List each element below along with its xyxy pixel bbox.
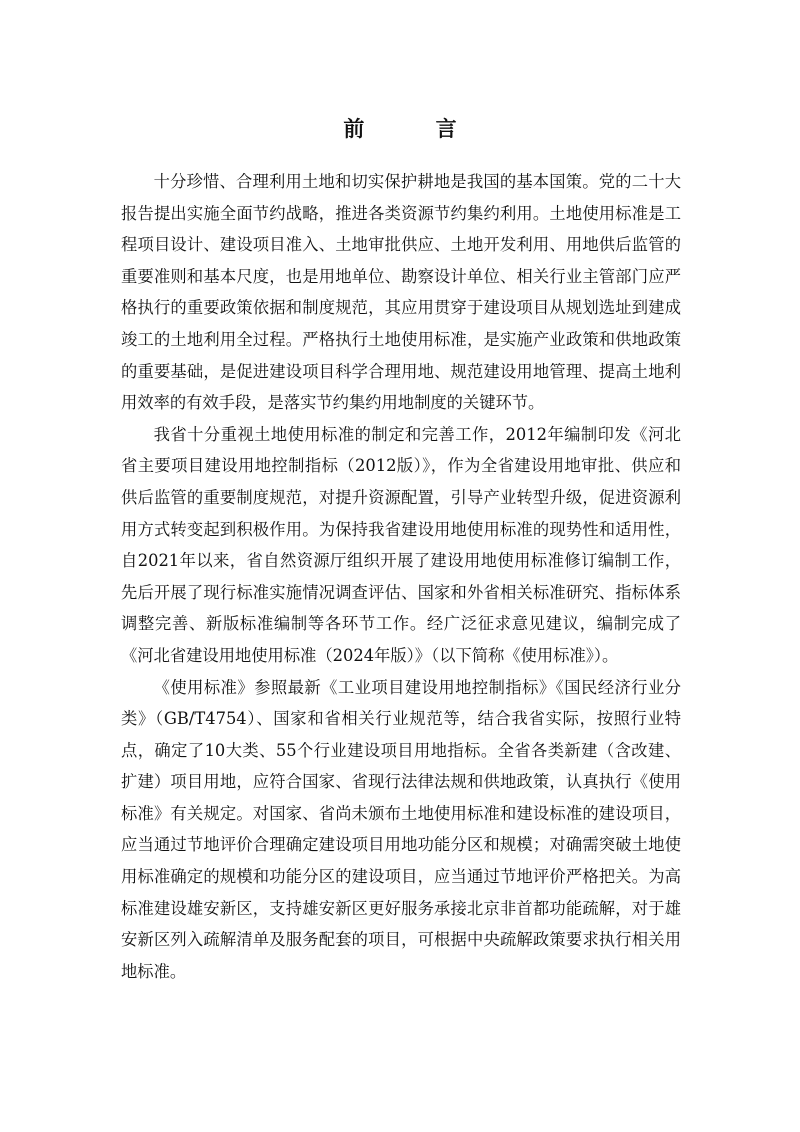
paragraph-1: 十分珍惜、合理利用土地和切实保护耕地是我国的基本国策。党的二十大报告提出实施全面节约战略，推进各类资源节约集约利用。土地使用标准是工程项目设计、建设项目准入、土地审批供应、土地开发利用、用地供后监管的重要准则和基本尺度，也是用地单位、勘察设计单位、相关行业主管部门应严格执行的重要政策依据和制度规范，其应用贯穿于建设项目从规划选址到建成竣工的土地利用全过程。严格执行土地使用标准，是实施产业政策和供地政策的重要基础，是促进建设项目科学合理用地、规范建设用地管理、提高土地利用效率的有效手段，是落实节约集约用地制度的关键环节。 <box>121 172 681 413</box>
paragraph-2: 我省十分重视土地使用标准的制定和完善工作，2012年编制印发《河北省主要项目建设用地控制指标（2012版）》，作为全省建设用地审批、供应和供后监管的重要制度规范，对提升资源配置，引导产业转型升级，促进资源利用方式转变起到积极作用。为保持我省建设用地使用标准的现势性和适用性，自2021年以来，省自然资源厅组织开展了建设用地使用标准修订编制工作，先后开展了现行标准实施情况调查评估、国家和外省相关标准研究、指标体系调整完善、新版标准编制等各环节工作。经广泛征求意见建议，编制完成了《河北省建设用地使用标准（2024年版）》（以下简称《使用标准》）。 <box>121 424 681 665</box>
page-title: 前 言 <box>343 116 489 141</box>
paragraph-3: 《使用标准》参照最新《工业项目建设用地控制指标》《国民经济行业分类》（GB/T4754）、国家和省相关行业规范等，结合我省实际，按照行业特点，确定了10大类、55个行业建设项目用地指标。全省各类新建（含改建、扩建）项目用地，应符合国家、省现行法律法规和供地政策，认真执行《使用标准》有关规定。对国家、省尚未颁布土地使用标准和建设标准的建设项目，应当通过节地评价合理确定建设项目用地功能分区和规模；对确需突破土地使用标准确定的规模和功能分区的建设项目，应当通过节地评价严格把关。为高标准建设雄安新区，支持雄安新区更好服务承接北京非首都功能疏解，对于雄安新区列入疏解清单及服务配套的项目，可根据中央疏解政策要求执行相关用地标准。 <box>121 677 681 981</box>
document-body <box>121 166 681 987</box>
